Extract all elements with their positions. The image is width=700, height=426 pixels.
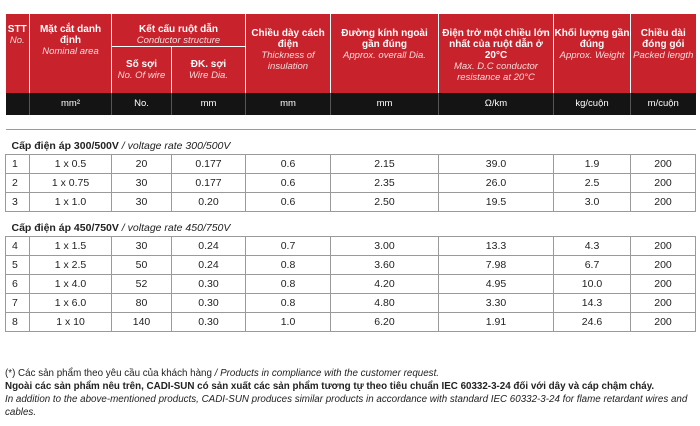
cell-weight: 1.9 (554, 154, 631, 173)
header-nominal-area: Mặt cắt danh định Nominal area (30, 14, 112, 93)
cell-insulation: 0.8 (246, 255, 331, 274)
cell-resistance: 3.30 (439, 293, 554, 312)
cell-weight: 10.0 (554, 274, 631, 293)
cell-section: 1 x 1.5 (30, 236, 112, 255)
group-heading (6, 129, 696, 154)
header-resistance: Điện trở một chiều lớn nhất của ruột dẫn ở 20°C Max. D.C conductor resistance at 20°C (439, 14, 554, 93)
cell-length: 200 (631, 236, 696, 255)
cell-length: 200 (631, 293, 696, 312)
cell-resistance: 13.3 (439, 236, 554, 255)
unit-insulation: mm (246, 93, 331, 115)
cell-diameter: 4.80 (331, 293, 439, 312)
cell-section: 1 x 0.75 (30, 173, 112, 192)
cell-resistance: 1.91 (439, 312, 554, 331)
cell-insulation: 0.6 (246, 192, 331, 211)
cell-section: 1 x 2.5 (30, 255, 112, 274)
spec-table-body (6, 129, 696, 331)
unit-wires: No. (112, 93, 172, 115)
cell-insulation: 0.8 (246, 293, 331, 312)
cell-stt: 1 (6, 154, 30, 173)
cell-stt: 4 (6, 236, 30, 255)
cell-wire-count: 30 (112, 192, 172, 211)
cell-stt: 5 (6, 255, 30, 274)
header-insulation: Chiều dày cách điện Thickness of insulation (246, 14, 331, 93)
table-row (6, 192, 696, 211)
cell-diameter: 2.15 (331, 154, 439, 173)
cell-wire-dia: 0.30 (172, 293, 246, 312)
header-weight: Khối lượng gần đúng Approx. Weight (554, 14, 631, 93)
cell-length: 200 (631, 173, 696, 192)
cell-insulation: 0.6 (246, 173, 331, 192)
table-row (6, 173, 696, 192)
cell-weight: 6.7 (554, 255, 631, 274)
cell-resistance: 26.0 (439, 173, 554, 192)
cell-wire-count: 30 (112, 236, 172, 255)
cell-length: 200 (631, 274, 696, 293)
cell-insulation: 0.8 (246, 274, 331, 293)
cell-section: 1 x 0.5 (30, 154, 112, 173)
header-wire-count: Số sợi No. Of wire (112, 47, 172, 93)
spec-table (5, 14, 696, 332)
cell-stt: 7 (6, 293, 30, 312)
cell-length: 200 (631, 312, 696, 331)
cell-weight: 2.5 (554, 173, 631, 192)
cell-weight: 4.3 (554, 236, 631, 255)
cell-stt: 8 (6, 312, 30, 331)
footnote-iec-en: In addition to the above-mentioned products, CADI-SUN produces similar products in accordance with standard IEC 60332-3-24 for flame retardant wires and cables. (5, 394, 688, 418)
cell-stt: 6 (6, 274, 30, 293)
units-row (6, 93, 696, 115)
cell-wire-dia: 0.30 (172, 274, 246, 293)
cell-diameter: 2.50 (331, 192, 439, 211)
header-diameter: Đường kính ngoài gần đúng Approx. overall Dia. (331, 14, 439, 93)
header-conductor-structure: Kết cấu ruột dẫn Conductor structure (112, 14, 246, 47)
cell-section: 1 x 6.0 (30, 293, 112, 312)
header-stt: STT No. (6, 14, 30, 93)
table-row (6, 274, 696, 293)
group-title-vi: Cấp điện áp 450/750V (11, 221, 119, 234)
cell-wire-count: 80 (112, 293, 172, 312)
unit-resistance: Ω/km (439, 93, 554, 115)
cell-weight: 14.3 (554, 293, 631, 312)
unit-section: mm² (30, 93, 112, 115)
cell-diameter: 3.60 (331, 255, 439, 274)
unit-weight: kg/cuộn (554, 93, 631, 115)
table-row (6, 255, 696, 274)
cell-diameter: 4.20 (331, 274, 439, 293)
header-packed-length: Chiều dài đóng gói Packed length (631, 14, 696, 93)
group-title (6, 211, 696, 236)
cell-resistance: 4.95 (439, 274, 554, 293)
cell-wire-count: 50 (112, 255, 172, 274)
cell-weight: 24.6 (554, 312, 631, 331)
cell-weight: 3.0 (554, 192, 631, 211)
cell-wire-dia: 0.24 (172, 255, 246, 274)
header-wire-dia: ĐK. sợi Wire Dia. (172, 47, 246, 93)
group-title-vi: Cấp điện áp 300/500V (11, 139, 119, 152)
unit-stt (6, 93, 30, 115)
cell-diameter: 3.00 (331, 236, 439, 255)
cell-section: 1 x 10 (30, 312, 112, 331)
cell-length: 200 (631, 192, 696, 211)
footnotes (5, 367, 697, 419)
cell-insulation: 0.6 (246, 154, 331, 173)
cell-diameter: 6.20 (331, 312, 439, 331)
group-title-en: / voltage rate 450/750V (118, 221, 231, 234)
footnote-iec-vi: Ngoài các sản phẩm nêu trên, CADI-SUN có sản xuất các sản phẩm tương tự theo tiêu chuẩn IEC 60332-3-24 đối với dây và cáp chậm cháy. (5, 381, 655, 392)
cell-insulation: 1.0 (246, 312, 331, 331)
cell-wire-dia: 0.24 (172, 236, 246, 255)
unit-length: m/cuộn (631, 93, 696, 115)
group-title-en: / voltage rate 300/500V (118, 139, 231, 152)
cell-resistance: 19.5 (439, 192, 554, 211)
cell-wire-count: 140 (112, 312, 172, 331)
unit-diameter: mm (331, 93, 439, 115)
table-row (6, 312, 696, 331)
unit-wire-dia: mm (172, 93, 246, 115)
cell-stt: 2 (6, 173, 30, 192)
cell-length: 200 (631, 255, 696, 274)
cell-wire-count: 20 (112, 154, 172, 173)
cell-wire-count: 52 (112, 274, 172, 293)
cell-section: 1 x 4.0 (30, 274, 112, 293)
cell-stt: 3 (6, 192, 30, 211)
table-row (6, 293, 696, 312)
cell-resistance: 39.0 (439, 154, 554, 173)
table-row (6, 154, 696, 173)
cell-wire-dia: 0.20 (172, 192, 246, 211)
group-title (6, 129, 696, 154)
cell-wire-dia: 0.177 (172, 173, 246, 192)
cell-wire-dia: 0.30 (172, 312, 246, 331)
cell-insulation: 0.7 (246, 236, 331, 255)
cell-length: 200 (631, 154, 696, 173)
cell-wire-count: 30 (112, 173, 172, 192)
group-heading (6, 211, 696, 236)
cell-section: 1 x 1.0 (30, 192, 112, 211)
cell-resistance: 7.98 (439, 255, 554, 274)
cell-diameter: 2.35 (331, 173, 439, 192)
cell-wire-dia: 0.177 (172, 154, 246, 173)
table-row (6, 236, 696, 255)
footnote-custom: (*) Các sản phẩm theo yêu cầu của khách hàng / Products in compliance with the customer request. (5, 368, 440, 379)
